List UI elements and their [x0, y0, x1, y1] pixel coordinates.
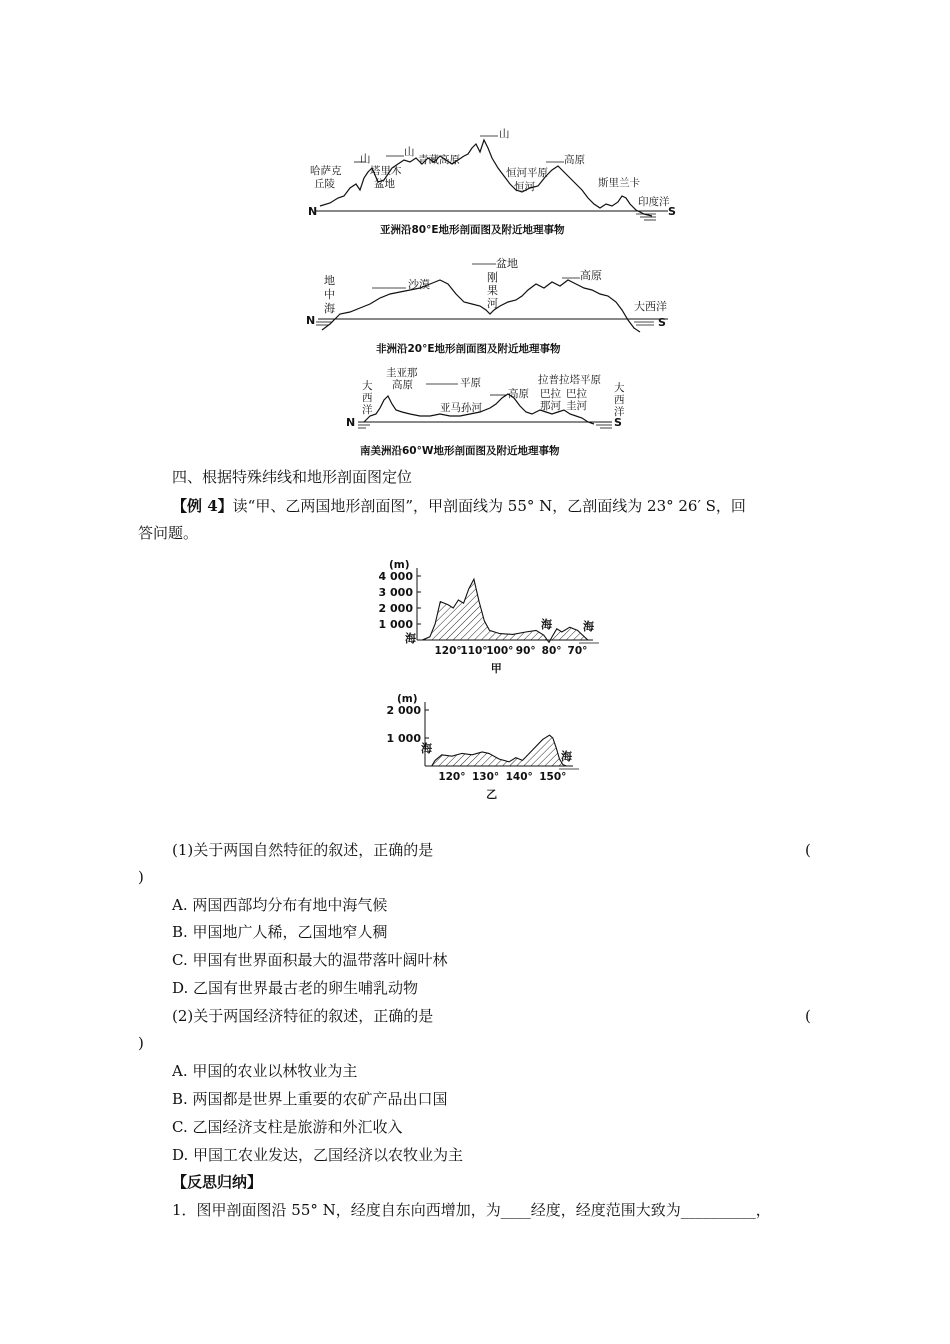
chart-title: 甲: [490, 662, 502, 675]
example-tag: 【例 4】: [172, 497, 233, 515]
y-tick-label: 2 000: [378, 602, 413, 615]
q2-paren-close: ): [138, 1034, 144, 1052]
terrain-area: [422, 579, 588, 642]
asia-label-tarim2: 盆地: [374, 178, 395, 190]
samerica-label-plain: 平原: [460, 377, 481, 389]
reflect-line-1: 1．图甲剖面图沿 55° N，经度自东向西增加，为____经度，经度范围大致为__________，: [172, 1201, 771, 1219]
x-tick-label: 120°: [434, 645, 462, 657]
sea-label: 海: [421, 742, 432, 755]
example-line-1-text: 读“甲、乙两国地形剖面图”，甲剖面线为 55° N，乙剖面线为 23° 26′ S，回: [232, 497, 746, 515]
x-tick-label: 140°: [505, 771, 533, 783]
reflect-heading: 【反思归纳】: [172, 1173, 263, 1191]
africa-terrain-line: [322, 280, 640, 332]
sea-label: 海: [405, 632, 416, 645]
x-tick-label: 100°: [486, 645, 514, 657]
x-tick-label: 70°: [567, 645, 588, 657]
asia-label-shan2: 山: [404, 146, 415, 158]
chart-yi-svg: [375, 688, 615, 808]
asia-label-hengplain: 恒河平原: [506, 167, 548, 179]
q1-stem: (1)关于两国自然特征的叙述，正确的是: [172, 841, 434, 859]
y-tick-label: 2 000: [386, 704, 421, 717]
samerica-label-atl-s2: 西: [614, 394, 625, 406]
asia-label-indian: 印度洋: [638, 196, 670, 208]
samerica-label-paraguay1: 巴拉: [566, 388, 587, 400]
x-tick-label: 150°: [539, 771, 567, 783]
africa-label-desert: 沙漠: [408, 278, 430, 291]
chart-jia-figure: [375, 548, 615, 680]
africa-profile-svg: [300, 250, 700, 362]
q2-option-d: D. 甲国工农业发达，乙国经济以农牧业为主: [172, 1146, 464, 1164]
asia-caption: 亚洲沿80°E地形剖面图及附近地理事物: [380, 224, 565, 236]
samerica-label-atl-n1: 大: [362, 380, 373, 392]
chart-title: 乙: [486, 788, 498, 801]
samerica-label-laplata: 拉普拉塔平原: [538, 374, 601, 386]
samerica-label-guiana2: 高原: [392, 379, 413, 391]
africa-label-congo2: 果: [487, 284, 498, 297]
africa-label-atlantic: 大西洋: [634, 300, 667, 313]
samerica-caption: 南美洲沿60°W地形剖面图及附近地理事物: [360, 445, 560, 457]
samerica-label-atl-s1: 大: [614, 382, 625, 394]
q2-option-b: B. 两国都是世界上重要的农矿产品出口国: [172, 1090, 448, 1108]
samerica-label-n: N: [346, 416, 356, 429]
example-line-1: [172, 496, 746, 516]
y-axis-unit: (m): [389, 559, 410, 571]
x-tick-label: 110°: [460, 645, 488, 657]
samerica-label-parana2: 那河: [540, 400, 561, 412]
q2-paren-open: (: [805, 1007, 811, 1025]
sea-label: 海: [541, 618, 552, 631]
chart-yi-figure: [375, 688, 615, 808]
y-axis-unit: (m): [397, 693, 418, 705]
africa-label-med2: 中: [324, 288, 335, 301]
samerica-label-guiana1: 圭亚那: [386, 367, 418, 379]
asia-label-srilanka: 斯里兰卡: [598, 177, 640, 189]
africa-profile-figure: [300, 250, 700, 362]
x-tick-label: 120°: [438, 771, 466, 783]
asia-label-tarim1: 塔里木: [370, 165, 402, 177]
q2-stem: (2)关于两国经济特征的叙述，正确的是: [172, 1007, 434, 1025]
samerica-label-atl-n2: 西: [362, 392, 373, 404]
y-tick-label: 1 000: [378, 618, 413, 631]
samerica-sea-hatch-s: [596, 425, 612, 428]
q1-paren-open: (: [805, 841, 811, 859]
asia-label-shan1: 山: [360, 153, 371, 165]
samerica-sea-hatch-n: [358, 425, 370, 428]
samerica-label-atl-s3: 洋: [614, 406, 625, 418]
y-tick-label: 1 000: [386, 732, 421, 745]
samerica-label-parana1: 巴拉: [540, 388, 561, 400]
x-tick-label: 90°: [515, 645, 536, 657]
africa-sea-hatch-s: [634, 322, 654, 325]
africa-label-med1: 地: [324, 274, 335, 287]
terrain-area: [432, 735, 567, 766]
asia-label-n: N: [308, 205, 318, 218]
y-tick-label: 4 000: [378, 570, 413, 583]
africa-label-congo1: 刚: [487, 271, 498, 284]
africa-label-basin: 盆地: [496, 257, 518, 270]
africa-label-s: S: [658, 316, 666, 329]
example-line-2: 答问题。: [138, 524, 199, 542]
asia-label-s: S: [668, 205, 676, 218]
asia-label-heng: 恒河: [514, 181, 535, 193]
y-tick-label: 3 000: [378, 586, 413, 599]
q2-option-c: C. 乙国经济支柱是旅游和外汇收入: [172, 1118, 403, 1136]
asia-label-kazakh1: 哈萨克: [310, 165, 342, 177]
asia-label-qinghai: 青藏高原: [418, 154, 460, 166]
asia-label-shan3: 山: [499, 128, 510, 140]
x-tick-label: 80°: [541, 645, 562, 657]
q2-option-a: A. 甲国的农业以林牧业为主: [172, 1062, 358, 1080]
q1-option-a: A. 两国西部均分布有地中海气候: [172, 896, 388, 914]
q1-option-d: D. 乙国有世界最古老的卵生哺乳动物: [172, 979, 419, 997]
asia-label-kazakh2: 丘陵: [314, 178, 335, 190]
sea-label: 海: [561, 750, 572, 763]
chart-jia-svg: [375, 548, 615, 680]
q1-paren-close: ): [138, 868, 144, 886]
asia-profile-figure: [300, 118, 700, 243]
africa-caption: 非洲沿20°E地形剖面图及附近地理事物: [376, 343, 561, 355]
samerica-label-gaoyuan: 高原: [508, 388, 529, 400]
africa-label-n: N: [306, 314, 316, 327]
section-heading: 四、根据特殊纬线和地形剖面图定位: [172, 468, 413, 486]
samerica-label-s: S: [614, 416, 622, 429]
africa-label-med3: 海: [324, 302, 335, 315]
q1-option-b: B. 甲国地广人稀，乙国地窄人稠: [172, 923, 388, 941]
samerica-label-atl-n3: 洋: [362, 404, 373, 416]
samerica-profile-svg: [340, 364, 640, 464]
samerica-label-paraguay2: 圭河: [566, 400, 587, 412]
asia-label-gaoyuan: 高原: [564, 154, 585, 166]
q1-option-c: C. 甲国有世界面积最大的温带落叶阔叶林: [172, 951, 448, 969]
asia-profile-svg: [300, 118, 700, 243]
africa-label-congo3: 河: [487, 297, 498, 310]
sea-label: 海: [583, 620, 594, 633]
samerica-profile-figure: [340, 364, 640, 464]
africa-label-gaoyuan: 高原: [580, 269, 602, 282]
x-tick-label: 130°: [471, 771, 500, 783]
samerica-label-amazon: 亚马孙河: [440, 402, 482, 414]
